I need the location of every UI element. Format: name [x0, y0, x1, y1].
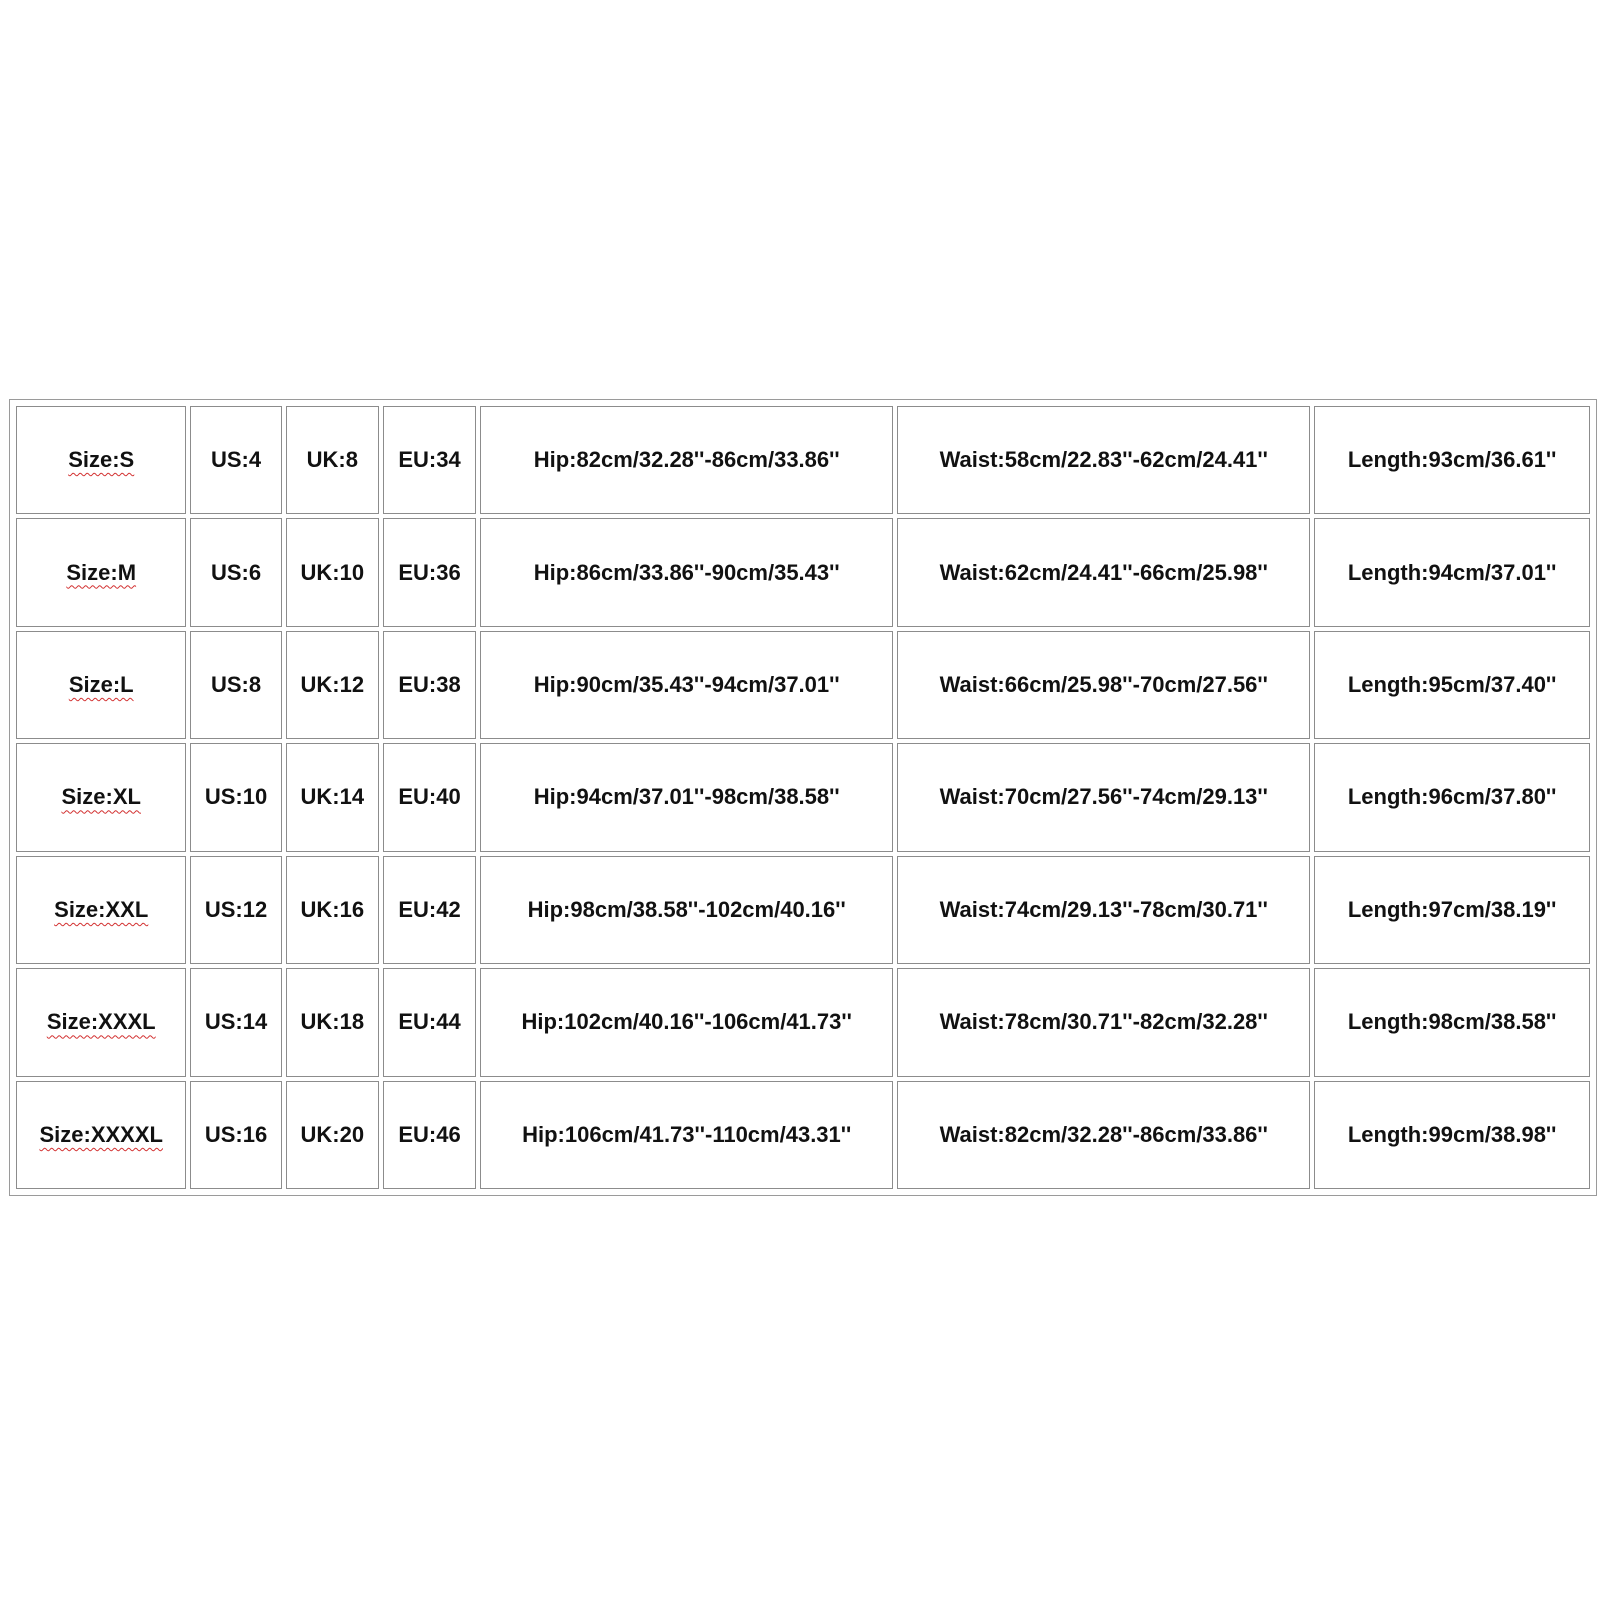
- hip-cell: Hip:102cm/40.16''-106cm/41.73'': [480, 968, 893, 1076]
- eu-size-cell: EU:38: [383, 631, 476, 739]
- size-label: Size:XL: [61, 784, 141, 810]
- waist-cell: Waist:74cm/29.13''-78cm/30.71'': [897, 856, 1310, 964]
- size-label: Size:XXL: [54, 896, 149, 922]
- table-row: [16, 518, 1590, 626]
- hip-cell: Hip:94cm/37.01''-98cm/38.58'': [480, 743, 893, 851]
- waist-cell: Waist:70cm/27.56''-74cm/29.13'': [897, 743, 1310, 851]
- table-row: [16, 1081, 1590, 1189]
- uk-size-cell: UK:20: [286, 1081, 379, 1189]
- size-label: Size:S: [68, 447, 135, 473]
- size-cell: [16, 1081, 186, 1189]
- waist-cell: Waist:62cm/24.41''-66cm/25.98'': [897, 518, 1310, 626]
- size-cell: [16, 856, 186, 964]
- size-cell: [16, 518, 186, 626]
- size-cell: [16, 743, 186, 851]
- hip-cell: Hip:106cm/41.73''-110cm/43.31'': [480, 1081, 893, 1189]
- size-cell: [16, 406, 186, 514]
- length-cell: Length:96cm/37.80'': [1314, 743, 1590, 851]
- eu-size-cell: EU:46: [383, 1081, 476, 1189]
- eu-size-cell: EU:36: [383, 518, 476, 626]
- waist-cell: Waist:82cm/32.28''-86cm/33.86'': [897, 1081, 1310, 1189]
- eu-size-cell: EU:42: [383, 856, 476, 964]
- length-cell: Length:97cm/38.19'': [1314, 856, 1590, 964]
- table-row: [16, 856, 1590, 964]
- uk-size-cell: UK:12: [286, 631, 379, 739]
- uk-size-cell: UK:16: [286, 856, 379, 964]
- size-cell: [16, 631, 186, 739]
- eu-size-cell: EU:34: [383, 406, 476, 514]
- table-row: [16, 968, 1590, 1076]
- length-cell: Length:93cm/36.61'': [1314, 406, 1590, 514]
- hip-cell: Hip:86cm/33.86''-90cm/35.43'': [480, 518, 893, 626]
- uk-size-cell: UK:10: [286, 518, 379, 626]
- size-chart: [9, 399, 1597, 1196]
- table-row: [16, 743, 1590, 851]
- waist-cell: Waist:58cm/22.83''-62cm/24.41'': [897, 406, 1310, 514]
- size-cell: [16, 968, 186, 1076]
- table-row: [16, 406, 1590, 514]
- hip-cell: Hip:90cm/35.43''-94cm/37.01'': [480, 631, 893, 739]
- us-size-cell: US:6: [190, 518, 281, 626]
- size-chart-table: [12, 402, 1594, 1193]
- size-label: Size:L: [68, 672, 134, 698]
- length-cell: Length:95cm/37.40'': [1314, 631, 1590, 739]
- size-label: Size:XXXXL: [39, 1121, 163, 1147]
- us-size-cell: US:12: [190, 856, 281, 964]
- waist-cell: Waist:78cm/30.71''-82cm/32.28'': [897, 968, 1310, 1076]
- us-size-cell: US:14: [190, 968, 281, 1076]
- waist-cell: Waist:66cm/25.98''-70cm/27.56'': [897, 631, 1310, 739]
- uk-size-cell: UK:14: [286, 743, 379, 851]
- hip-cell: Hip:82cm/32.28''-86cm/33.86'': [480, 406, 893, 514]
- eu-size-cell: EU:40: [383, 743, 476, 851]
- length-cell: Length:94cm/37.01'': [1314, 518, 1590, 626]
- length-cell: Length:99cm/38.98'': [1314, 1081, 1590, 1189]
- us-size-cell: US:4: [190, 406, 281, 514]
- table-row: [16, 631, 1590, 739]
- uk-size-cell: UK:18: [286, 968, 379, 1076]
- size-label: Size:XXXL: [46, 1009, 156, 1035]
- hip-cell: Hip:98cm/38.58''-102cm/40.16'': [480, 856, 893, 964]
- uk-size-cell: UK:8: [286, 406, 379, 514]
- length-cell: Length:98cm/38.58'': [1314, 968, 1590, 1076]
- size-label: Size:M: [66, 559, 137, 585]
- eu-size-cell: EU:44: [383, 968, 476, 1076]
- us-size-cell: US:10: [190, 743, 281, 851]
- us-size-cell: US:16: [190, 1081, 281, 1189]
- us-size-cell: US:8: [190, 631, 281, 739]
